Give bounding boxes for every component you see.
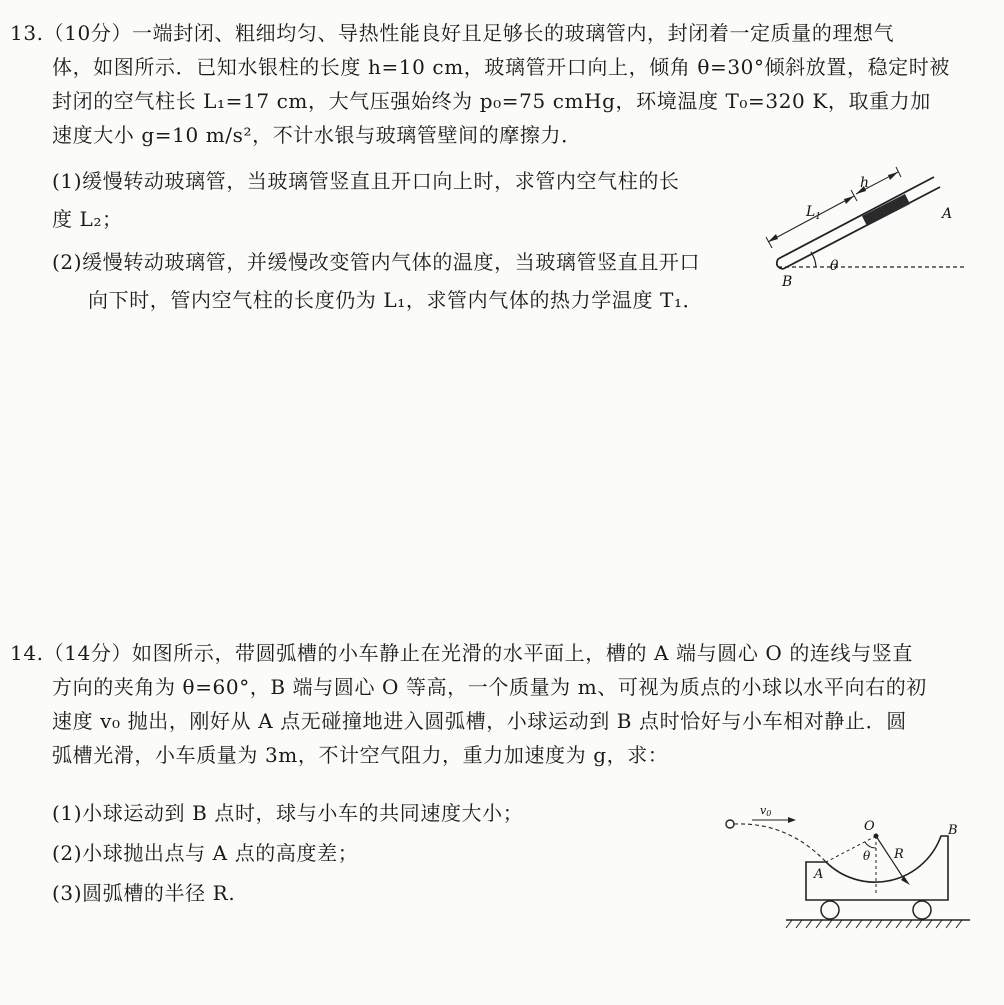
p13-question-1-cont: 度 L₂；: [52, 207, 123, 231]
label-A: A: [942, 206, 953, 222]
label-h: h: [860, 175, 870, 191]
p13-question-2-cont: 向下时，管内空气柱的长度仍为 L₁，求管内气体的热力学温度 T₁．: [88, 288, 704, 312]
mercury-column: [862, 194, 910, 226]
label-O: O: [864, 819, 875, 834]
cart-body: [806, 836, 948, 900]
label-v0: v0: [760, 804, 772, 818]
wheel-left: [821, 901, 839, 919]
p13-question-1: (1)缓慢转动玻璃管，当玻璃管竖直且开口向上时，求管内空气柱的长: [52, 169, 680, 193]
wheel-right: [913, 901, 931, 919]
p14-line-1: 14.（14分）如图所示，带圆弧槽的小车静止在光滑的水平面上，槽的 A 端与圆心 O 的连线与竖直: [10, 641, 913, 665]
label-theta: θ: [863, 849, 871, 863]
p14-line-2: 方向的夹角为 θ=60°，B 端与圆心 O 等高，一个质量为 m、可视为质点的小球以水平向右的初: [52, 675, 927, 699]
label-B: B: [948, 823, 958, 838]
label-theta: θ: [830, 258, 839, 274]
p14-line-3: 速度 v₀ 抛出，刚好从 A 点无碰撞地进入圆弧槽，小球运动到 B 点时恰好与小车相对静止．圆: [52, 709, 907, 733]
p13-line-3: 封闭的空气柱长 L₁=17 cm，大气压强始终为 p₀=75 cmHg，环境温度 T₀=320 K，取重力加: [52, 89, 931, 113]
p13-line-2: 体，如图所示．已知水银柱的长度 h=10 cm，玻璃管开口向上，倾角 θ=30°倾斜放置，稳定时被: [52, 55, 950, 79]
cart-diagram: [718, 800, 978, 940]
label-A: A: [814, 867, 824, 882]
p13-line-1: 13.（10分）一端封闭、粗细均匀、导热性能良好且足够长的玻璃管内，封闭着一定质量的理想气: [10, 21, 895, 45]
tube-diagram: [764, 170, 970, 290]
p14-question-2: (2)小球抛出点与 A 点的高度差；: [52, 841, 359, 865]
label-R: R: [894, 847, 904, 862]
p14-question-3: (3)圆弧槽的半径 R.: [52, 881, 236, 905]
p14-question-1: (1)小球运动到 B 点时，球与小车的共同速度大小；: [52, 801, 524, 825]
p13-line-4: 速度大小 g=10 m/s²，不计水银与玻璃管壁间的摩擦力．: [52, 123, 582, 147]
label-L1: $L_1$: [806, 204, 822, 222]
p14-line-4: 弧槽光滑，小车质量为 3m，不计空气阻力，重力加速度为 g，求：: [52, 743, 669, 767]
p13-question-2: (2)缓慢转动玻璃管，并缓慢改变管内气体的温度，当玻璃管竖直且开口: [52, 250, 701, 274]
label-B: B: [782, 274, 793, 290]
ball: [726, 820, 734, 828]
center-point: [874, 834, 879, 839]
